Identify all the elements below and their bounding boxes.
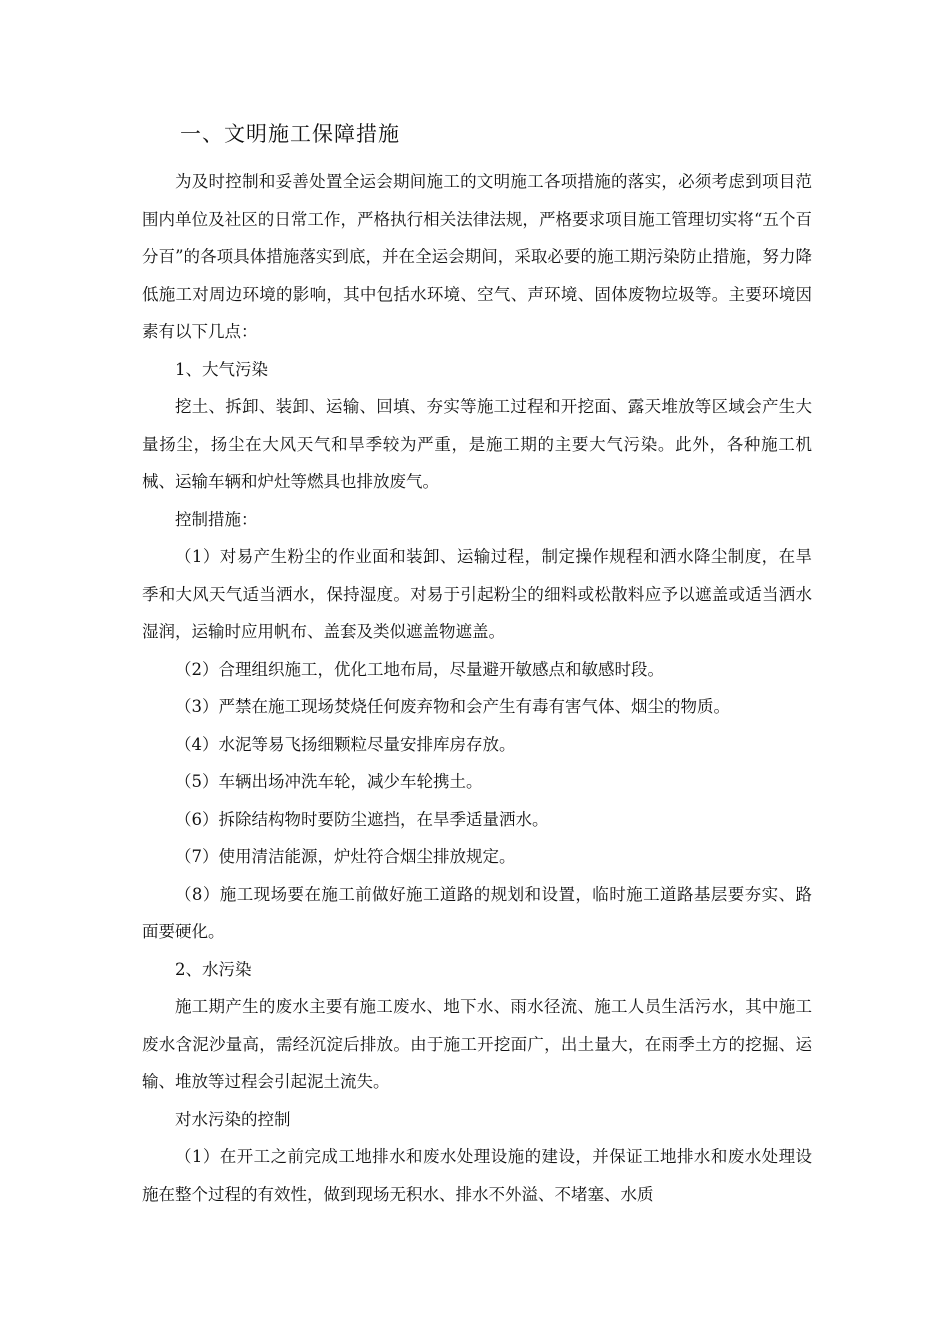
measure-item-2: （2）合理组织施工，优化工地布局，尽量避开敏感点和敏感时段。 (175, 659, 664, 679)
section-heading: 一、文明施工保障措施 (180, 122, 400, 146)
paragraph-intro: 为及时控制和妥善处置全运会期间施工的文明施工各项措施的落实，必须考虑到项目范围内单位及社区的日常工作，严格执行相关法律法规，严格要求项目施工管理切实将“五个百分百”的各项具体措施落实到底，并在全运会期间，采取必要的施工期污染防止措施，努力降低施工对周边环境的影响，其中包括水环境、空气、声环境、固体废物垃圾等。主要环境因素有以下几点： (142, 172, 812, 341)
paragraph-air-description: 挖土、拆卸、装卸、运输、回填、夯实等施工过程和开挖面、露天堆放等区域会产生大量扬尘，扬尘在大风天气和旱季较为严重，是施工期的主要大气污染。此外，各种施工机械、运输车辆和炉灶等燃具也排放废气。 (142, 397, 812, 491)
subheading-water-pollution: 2、水污染 (175, 959, 252, 979)
measure-item-8: （8）施工现场要在施工前做好施工道路的规划和设置，临时施工道路基层要夯实、路面要硬化。 (142, 884, 812, 941)
measure-item-7: （7）使用清洁能源，炉灶符合烟尘排放规定。 (175, 847, 516, 866)
measure-item-5: （5）车辆出场冲洗车轮，减少车轮携土。 (175, 772, 483, 791)
measure-item-6: （6）拆除结构物时要防尘遮挡，在旱季适量洒水。 (175, 809, 549, 829)
document-body (142, 163, 812, 1213)
water-measure-item-1: （1）在开工之前完成工地排水和废水处理设施的建设，并保证工地排水和废水处理设施在整个过程的有效性，做到现场无积水、排水不外溢、不堵塞、水质 (142, 1147, 812, 1204)
measure-item-4: （4）水泥等易飞扬细颗粒尽量安排库房存放。 (175, 734, 516, 754)
measure-item-1: （1）对易产生粉尘的作业面和装卸、运输过程，制定操作规程和洒水降尘制度，在旱季和大风天气适当洒水，保持湿度。对易于引起粉尘的细料或松散料应予以遮盖或适当洒水湿润，运输时应用帆布、盖套及类似遮盖物遮盖。 (142, 547, 812, 641)
paragraph-water-description: 施工期产生的废水主要有施工废水、地下水、雨水径流、施工人员生活污水，其中施工废水含泥沙量高，需经沉淀后排放。由于施工开挖面广，出土量大，在雨季土方的挖掘、运输、堆放等过程会引起泥土流失。 (142, 997, 812, 1091)
subheading-air-pollution: 1、大气污染 (175, 359, 268, 379)
label-water-control: 对水污染的控制 (175, 1109, 291, 1129)
measure-item-3: （3）严禁在施工现场焚烧任何废弃物和会产生有毒有害气体、烟尘的物质。 (175, 697, 730, 716)
label-control-measures: 控制措施： (175, 509, 258, 529)
